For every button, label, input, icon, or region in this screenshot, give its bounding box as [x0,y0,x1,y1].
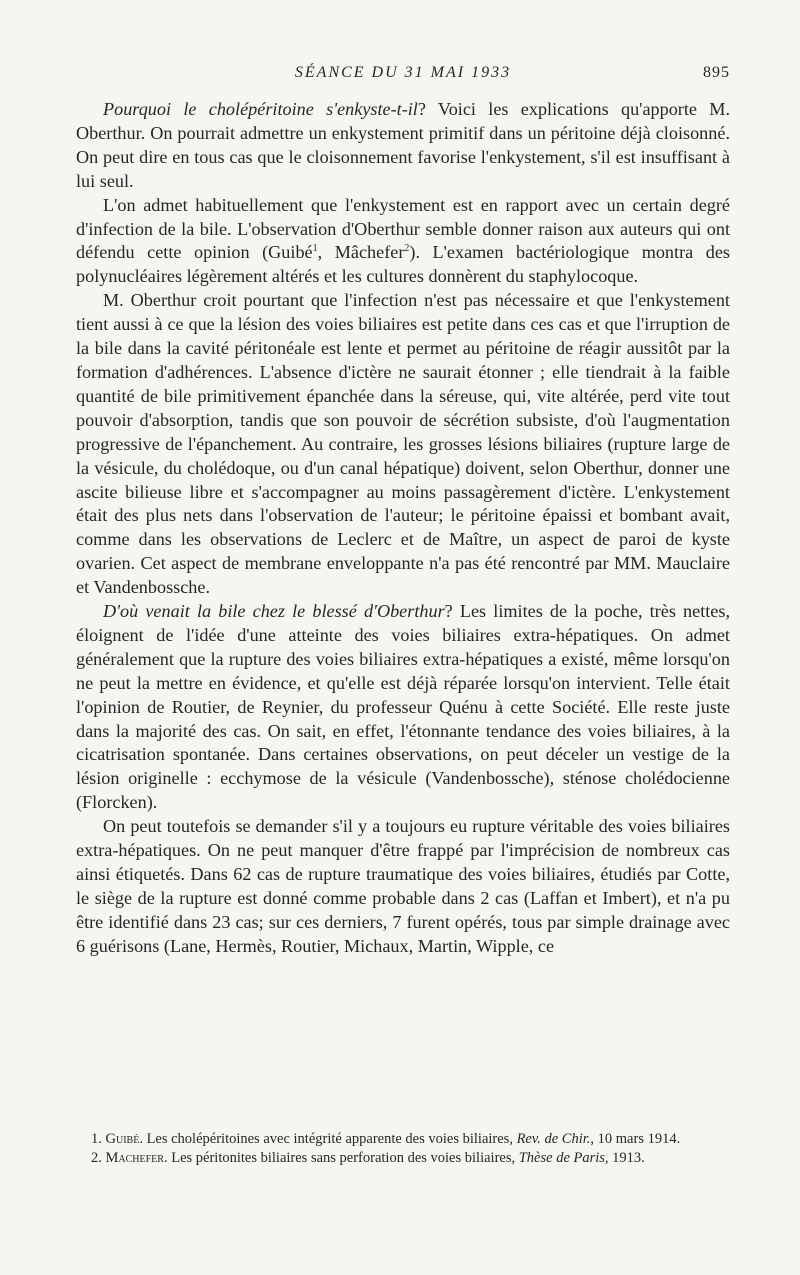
page-number: 895 [703,64,730,81]
footnote-2: 2. Machefer. Les péritonites biliaires sans perforation des voies biliaires, Thèse de Paris, 1913. [91,1149,645,1166]
footnote-author: Guibé [105,1131,140,1147]
paragraph-5: On peut toutefois se demander s'il y a toujours eu rupture véritable des voies biliaires extra-hépatiques. On ne peut manquer d'être frappé par l'imprécision de nombreux cas ainsi étiquetés. Dans 62 cas de rupture traumatique des voies biliaires, étudiés par Cotte, le siège de la rupture est donné comme probable dans 2 cas (Laffan et Imbert), et n'a pu être identifié dans 23 cas; sur ces derniers, 7 furent opérés, tous par simple drainage avec 6 guérisons (Lane, Hermès, Routier, Michaux, Martin, Wipple, ce [76,816,730,956]
paragraph-1: Pourquoi le cholépéritoine s'enkyste-t-il? Voici les explications qu'apporte M. Oberthur. On pourrait admettre un enkystement primitif dans un péritoine déjà cloisonné. On peut dire en tous cas que le cloisonnement favorise l'enkystement, s'il est insuffisant à lui seul. [76,99,730,191]
footnote-source: Thèse de Paris [518,1149,605,1166]
question-heading: Pourquoi le cholépéritoine s'enkyste-t-il [103,99,418,119]
footnotes [76,1130,730,1167]
paragraph-4: D'où venait la bile chez le blessé d'Oberthur? Les limites de la poche, très nettes, éloignent de l'idée d'une atteinte des voies biliaires extra-hépatiques. On admet généralement que la rupture des voies biliaires extra-hépatiques a existé, même lorsqu'on ne peut la mettre en évidence, et qu'elle est déjà réparée lorsqu'on intervient. Telle était l'opinion de Routier, de Reynier, du professeur Quénu à cette Société. Elle reste juste dans la majorité des cas. On sait, en effet, l'étonnante tendance des voies biliaires, à la cicatrisation spontanée. Dans certaines observations, on peut déceler un vestige de la lésion originelle : ecchymose de la vésicule (Vandenbossche), sténose cholédocienne (Florcken). [76,601,731,813]
question-heading: D'où venait la bile chez le blessé d'Oberthur [103,601,445,622]
paragraph-2: L'on admet habituellement que l'enkystement est en rapport avec un certain degré d'infection de la bile. L'observation d'Oberthur semble donner raison aux auteurs qui ont défendu cette opinion (Guibé$^1$, Mâchefer$^2$). L'examen bactériologique montra des polynucléaires légèrement altérés et les cultures donnèrent du staphylocoque. [76,194,730,287]
body-text [76,98,730,959]
footnote-1: 1. Guibé. Les cholépéritoines avec intégrité apparente des voies biliaires, Rev. de Chir., 10 mars 1914. [91,1131,681,1147]
header-title: SÉANCE DU 31 MAI 1933 [294,64,512,81]
footnote-source: Rev. de Chir. [516,1131,591,1147]
footnote-author: Machefer [105,1149,164,1166]
footnote-ref-2[interactable]: 2 [404,243,410,255]
footnote-ref-1[interactable]: 1 [312,243,318,255]
paragraph-3: M. Oberthur croit pourtant que l'infection n'est pas nécessaire et que l'enkystement tient aussi à ce que la lésion des voies biliaires est petite dans ces cas et que l'irruption de la bile dans la cavité péritonéale est lente et permet au péritoine de réagir aussitôt par la formation d'adhérences. L'absence d'ictère ne saurait étonner ; elle tiendrait à la faible quantité de bile primitivement épanchée dans la séreuse, qui, vite altérée, perd vite tout pouvoir d'absorption, tandis que son pouvoir de sécrétion subsiste, d'où l'augmentation progressive de l'épanchement. Au contraire, les grosses lésions biliaires (rupture large de la vésicule, du cholédoque, ou d'un canal hépatique) doivent, selon Oberthur, donner une ascite bilieuse libre et s'accompagner au moins passagèrement d'ictère. L'enkystement était des plus nets dans l'observation de l'auteur; le péritoine épaissi et bombant avait, comme dans les observations de Leclerc et de Maître, un aspect de paroi de kyste ovarien. Cet aspect de membrane enveloppante n'a pas été rencontré par MM. Mauclaire et Vandenbossche. [76,290,730,598]
running-header [76,64,730,88]
